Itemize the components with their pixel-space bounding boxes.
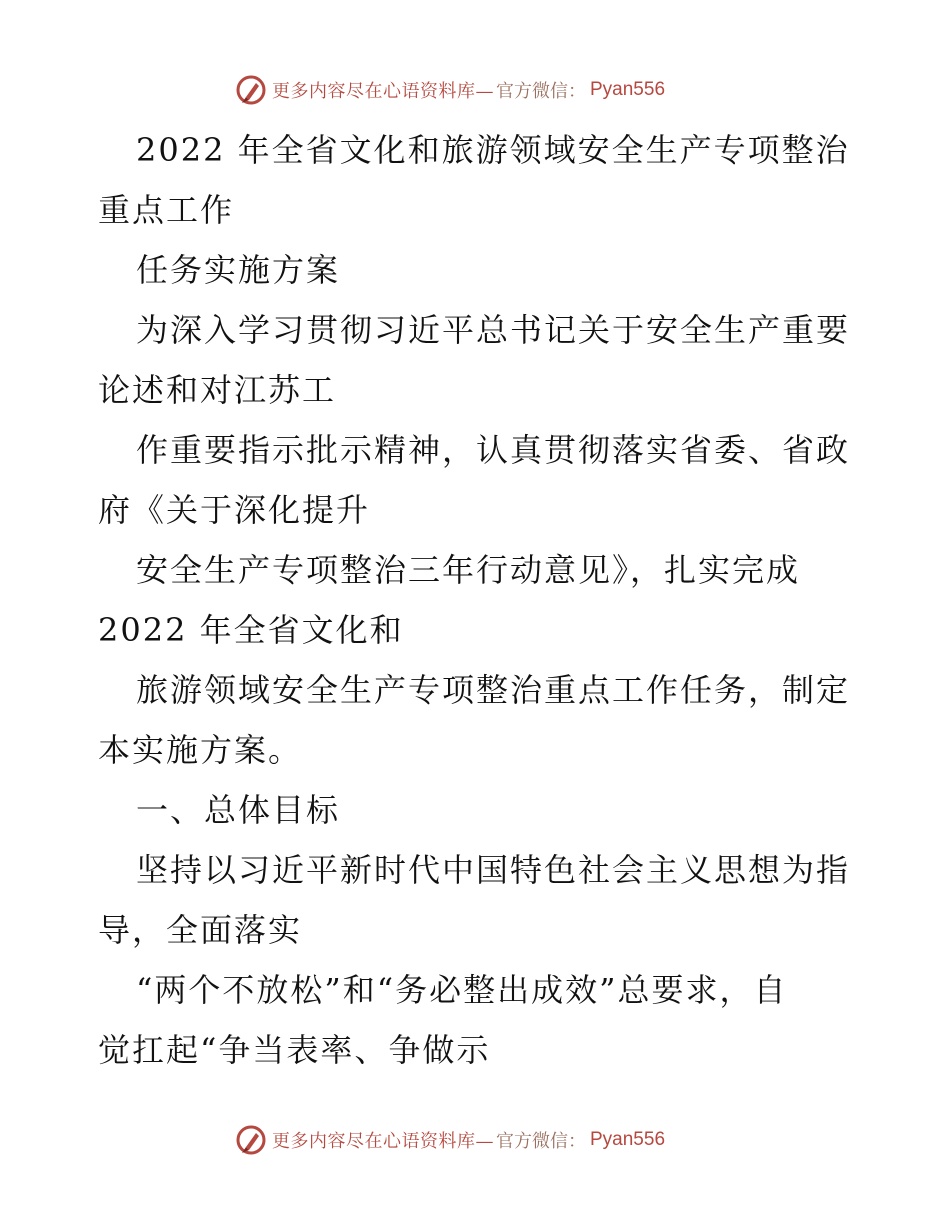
- watermark-wechat-id: Pyan556: [590, 1129, 666, 1150]
- paragraph-line: 导，全面落实: [98, 911, 303, 949]
- paragraph-line: 2022 年全省文化和: [98, 611, 404, 649]
- watermark-brand-text: 更多内容尽在心语资料库—: [272, 1131, 494, 1152]
- document-body: [98, 120, 878, 1080]
- watermark-banner-top: [0, 70, 950, 110]
- title-line-2: 重点工作: [98, 191, 235, 229]
- paragraph-line: 坚持以习近平新时代中国特色社会主义思想为指: [136, 851, 851, 889]
- paragraph-line: “两个不放松”和“务必整出成效”总要求，自: [136, 971, 788, 1009]
- paragraph-line: 府《关于深化提升: [98, 491, 371, 529]
- pen-nib-circle-icon: [234, 1123, 268, 1157]
- title-line-3: 任务实施方案: [136, 251, 341, 289]
- paragraph-line: 本实施方案。: [98, 731, 303, 769]
- watermark-wechat-id: Pyan556: [590, 79, 666, 100]
- paragraph-line: 论述和对江苏工: [98, 371, 337, 409]
- pen-nib-circle-icon: [234, 73, 268, 107]
- title-line-1: 2022 年全省文化和旅游领域安全生产专项整治: [136, 131, 850, 169]
- watermark-wechat-label: 官方微信：: [496, 81, 586, 102]
- paragraph-line: 旅游领域安全生产专项整治重点工作任务，制定: [136, 671, 851, 709]
- watermark-brand-text: 更多内容尽在心语资料库—: [272, 81, 494, 102]
- watermark-wechat-label: 官方微信：: [496, 1131, 586, 1152]
- watermark-banner-bottom: [0, 1120, 950, 1160]
- paragraph-line: 觉扛起“争当表率、争做示: [98, 1031, 491, 1069]
- paragraph-line: 作重要指示批示精神，认真贯彻落实省委、省政: [136, 431, 851, 469]
- paragraph-line: 为深入学习贯彻习近平总书记关于安全生产重要: [136, 311, 851, 349]
- paragraph-line: 安全生产专项整治三年行动意见》，扎实完成: [136, 551, 801, 589]
- section-heading: 一、总体目标: [136, 791, 341, 829]
